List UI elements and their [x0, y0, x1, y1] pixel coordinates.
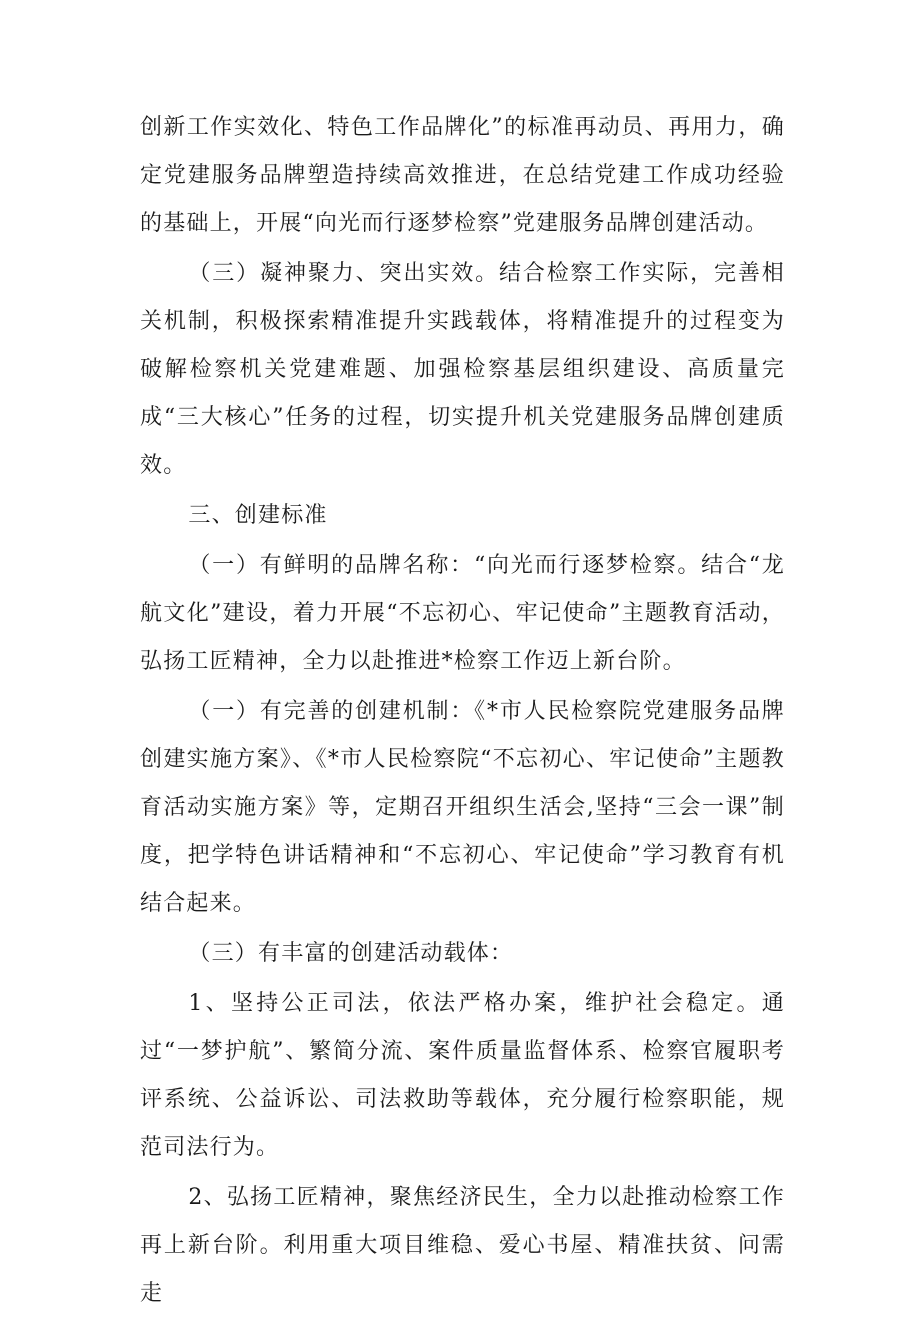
paragraph-creation-mechanism: （一）有完善的创建机制：《*市人民检察院党建服务品牌创建实施方案》、《*市人民检察院“不忘初心、牢记使命”主题教育活动实施方案》等，定期召开组织生活会,坚持“三会一课”制度，把学特色讲话精神和“不忘初心、牢记使命”学习教育有机结合起来。 [140, 699, 785, 916]
paragraph-item-2: 2、弘扬工匠精神，聚焦经济民生，全力以赴推动检察工作再上新台阶。利用重大项目维稳、爱心书屋、精准扶贫、问需走 [140, 1185, 785, 1306]
document-body [140, 104, 785, 1318]
paragraph-item-1: 1、坚持公正司法，依法严格办案，维护社会稳定。通过“一梦护航”、繁简分流、案件质量监督体系、检察官履职考评系统、公益诉讼、司法救助等载体，充分履行检察职能，规范司法行为。 [140, 991, 785, 1160]
paragraph-continuation: 创新工作实效化、特色工作品牌化”的标准再动员、再用力，确定党建服务品牌塑造持续高效推进，在总结党建工作成功经验的基础上，开展“向光而行逐梦检察”党建服务品牌创建活动。 [140, 115, 785, 236]
paragraph-activity-carriers: （三）有丰富的创建活动载体： [188, 941, 514, 966]
heading-creation-standards: 三、创建标准 [188, 503, 328, 528]
paragraph-brand-name: （一）有鲜明的品牌名称：“向光而行逐梦检察。结合“龙航文化”建设，着力开展“不忘初心、牢记使命”主题教育活动，弘扬工匠精神，全力以赴推进*检察工作迈上新台阶。 [140, 553, 785, 674]
paragraph-section-3-focus: （三）凝神聚力、突出实效。结合检察工作实际，完善相关机制，积极探索精准提升实践载体，将精准提升的过程变为破解检察机关党建难题、加强检察基层组织建设、高质量完成“三大核心”任务的过程，切实提升机关党建服务品牌创建质效。 [140, 261, 785, 478]
